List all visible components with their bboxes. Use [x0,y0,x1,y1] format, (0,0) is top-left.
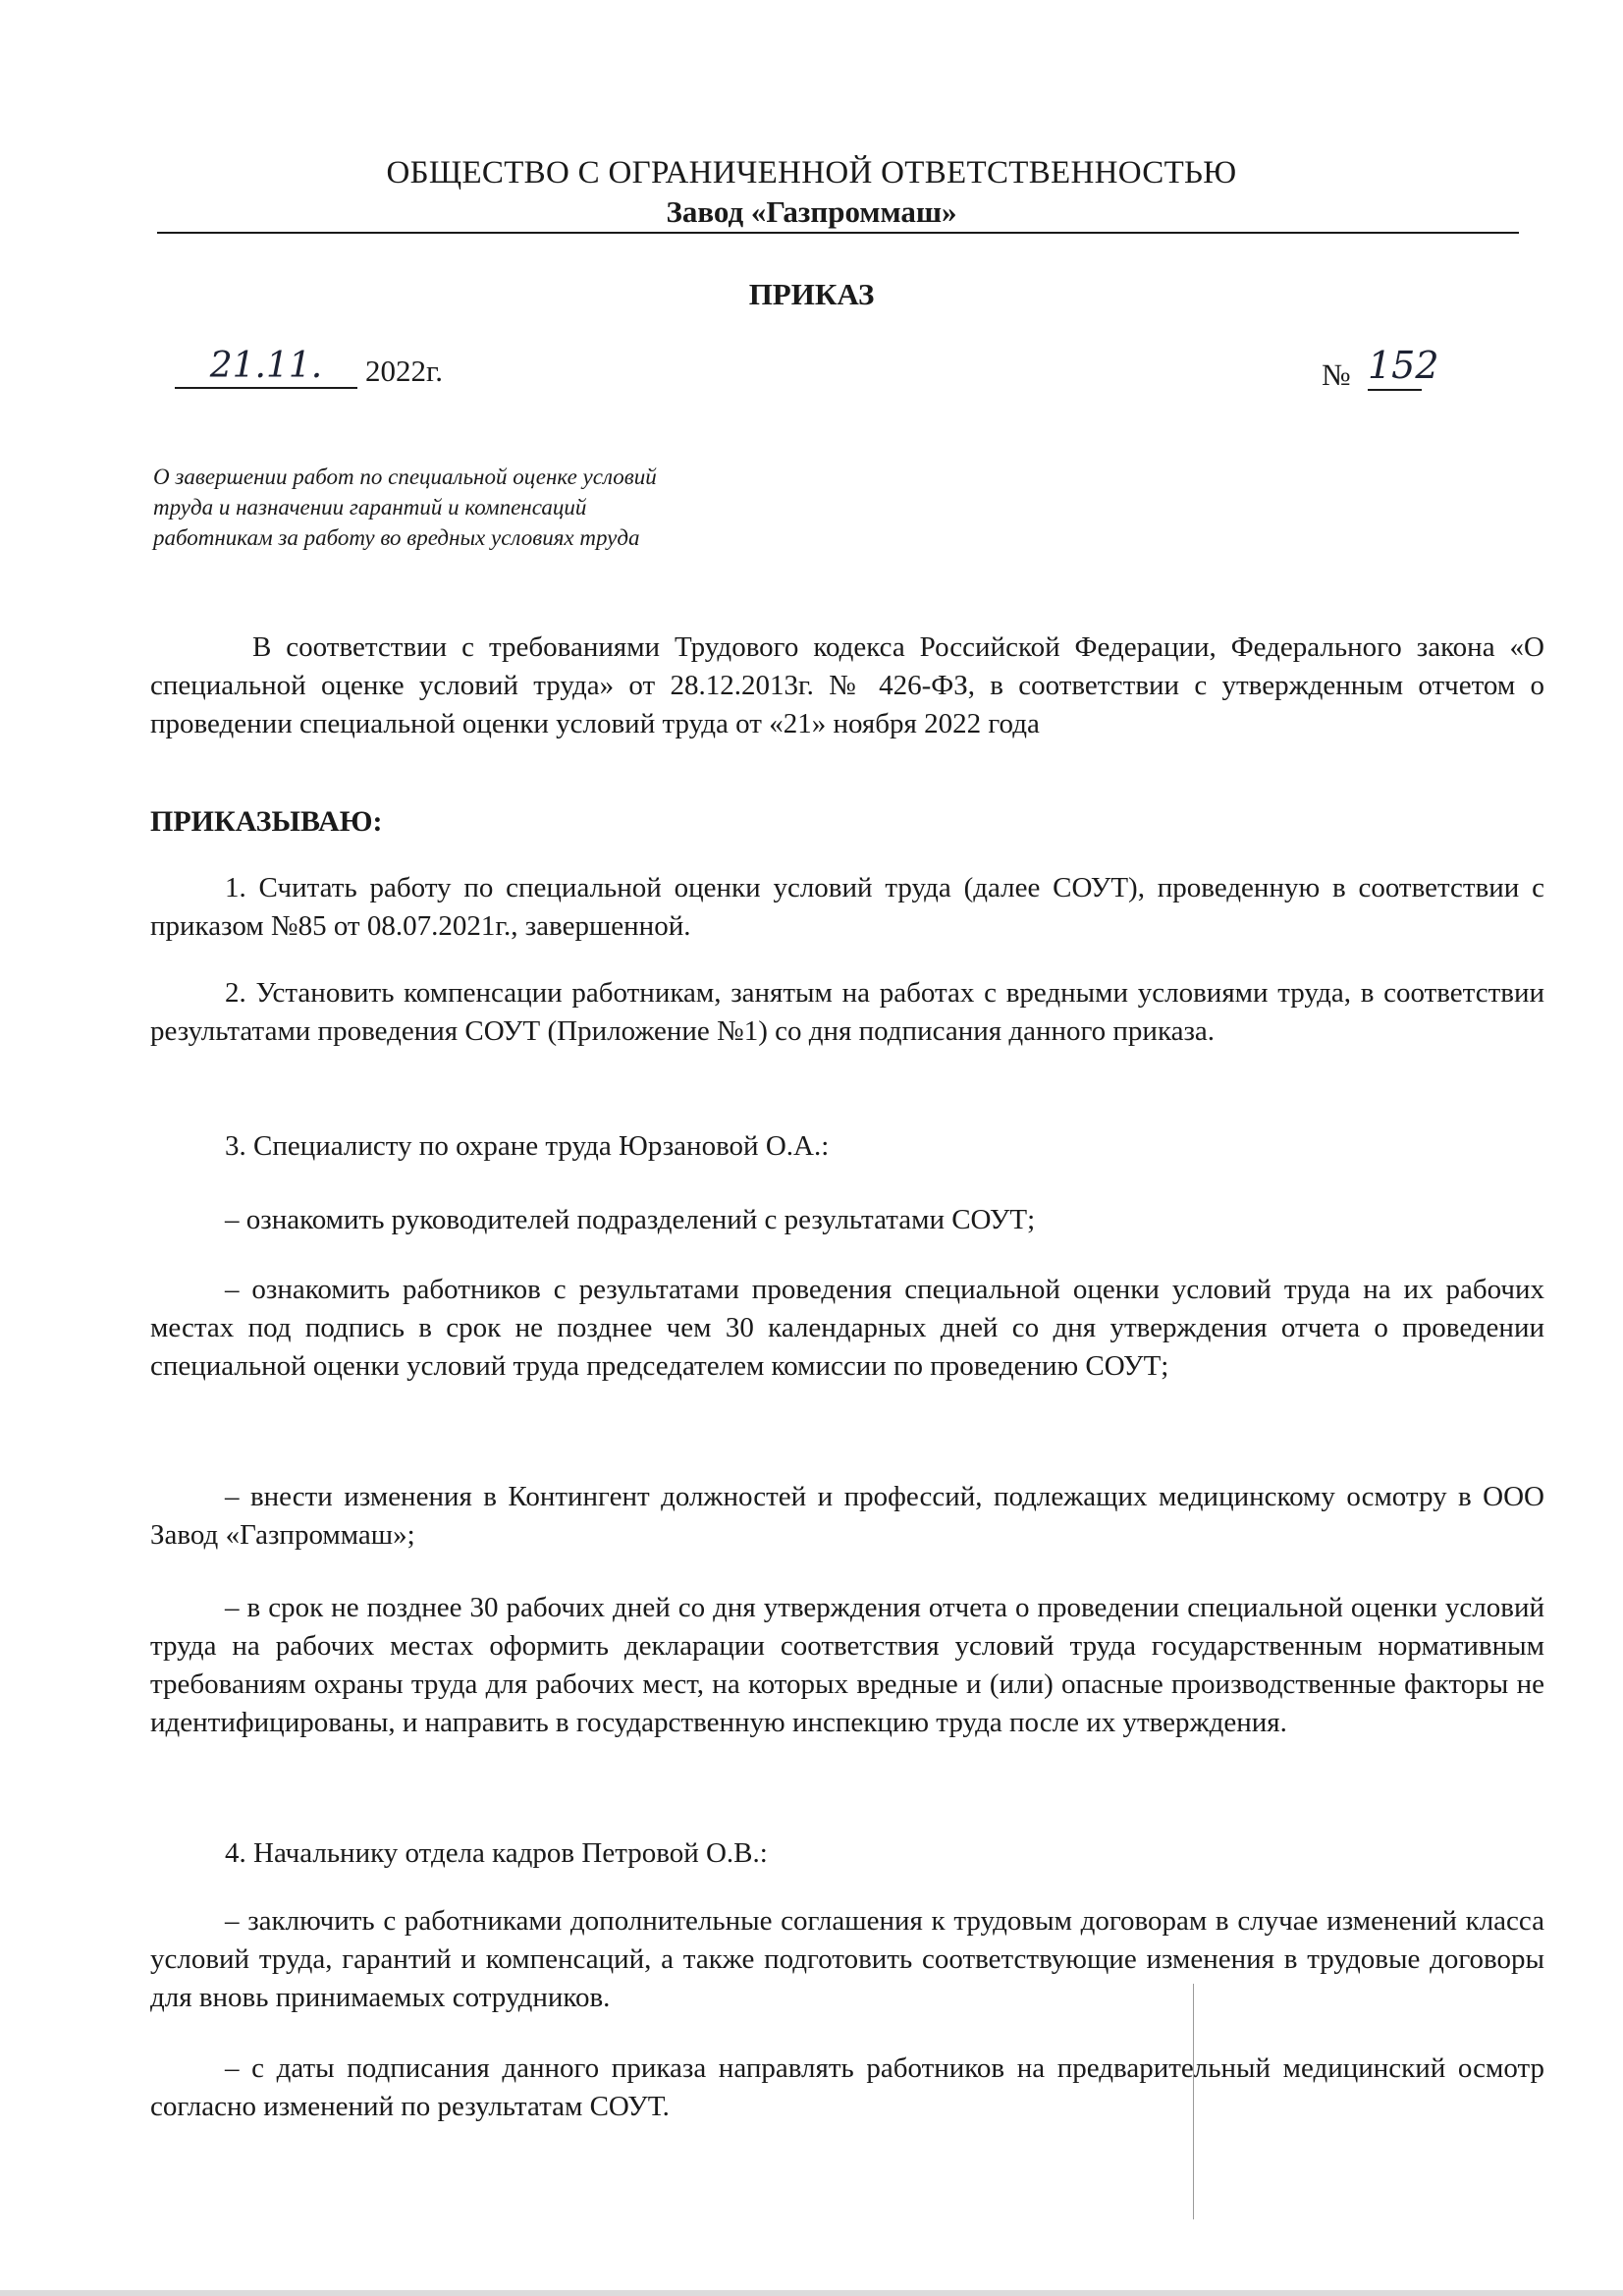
item-3: 3. Специалисту по охране труда Юрзановой О.А.: [225,1130,830,1162]
order-number-label: № [1322,357,1351,392]
order-heading: ПРИКАЗЫВАЮ: [150,805,383,838]
item-4: 4. Начальнику отдела кадров Петровой О.В.: [225,1837,768,1869]
scan-edge [0,2290,1623,2296]
number-underline [1368,389,1422,391]
date-year: 2022г. [365,354,443,388]
item-4-bullet-1: – заключить с работниками дополнительные соглашения к трудовым договорам в случае изменений класса условий труда, гарантий и компенсаций, а также подготовить соответствующие изменения в трудовые договоры для вновь принимаемых сотрудников. [150,1905,1544,2013]
item-1: 1. Считать работу по специальной оценки условий труда (далее СОУТ), проведенную в соответствии с приказом №85 от 08.07.2021г., завершенной. [150,872,1544,942]
document-title: ПРИКАЗ [748,277,875,311]
item-4-bullet-2: – с даты подписания данного приказа направлять работников на предварительный медицинский осмотр согласно изменений по результатам СОУТ. [150,2052,1544,2122]
date-underline [175,387,357,389]
organization-name: Завод «Газпроммаш» [666,194,957,229]
item-3-bullet-2: – ознакомить работников с результатами проведения специальной оценки условий труда на их рабочих местах под подпись в срок не позднее чем 30 календарных дней со дня утверждения отчета о проведении специальной оценки условий труда председателем комиссии по проведению СОУТ; [150,1274,1544,1382]
organization-form: ОБЩЕСТВО С ОГРАНИЧЕННОЙ ОТВЕТСТВЕННОСТЬЮ [386,155,1237,191]
item-3-bullet-3: – внести изменения в Контингент должностей и профессий, подлежащих медицинскому осмотру в ООО Завод «Газпроммаш»; [150,1481,1544,1551]
preamble-paragraph: В соответствии с требованиями Трудового кодекса Российской Федерации, Федерального закона «О специальной оценке условий труда» от 28.12.2013г. № 426-ФЗ, в соответствии с утвержденным отчетом о проведении специальной оценки условий труда от «21» ноября 2022 года [150,631,1544,739]
scan-artifact-line [1193,1984,1194,2219]
order-subject: О завершении работ по специальной оценке условий труда и назначении гарантий и компенсаций работникам за работу во вредных условиях труда [153,465,657,550]
item-3-bullet-1: – ознакомить руководителей подразделений с результатами СОУТ; [225,1204,1036,1235]
header-divider [157,232,1519,234]
item-3-bullet-4: – в срок не позднее 30 рабочих дней со дня утверждения отчета о проведении специальной оценки условий труда на рабочих местах оформить декларации соответствия условий труда государственным нормативным требованиям охраны труда для рабочих мест, на которых вредные и (или) опасные производственные факторы не идентифицированы, и направить в государственную инспекцию труда после их утверждения. [150,1592,1544,1738]
handwritten-date: 21.11. [209,346,323,386]
item-2: 2. Установить компенсации работникам, занятым на работах с вредными условиями труда, в соответствии результатами проведения СОУТ (Приложение №1) со дня подписания данного приказа. [150,977,1544,1047]
handwritten-order-number: 152 [1368,344,1439,387]
